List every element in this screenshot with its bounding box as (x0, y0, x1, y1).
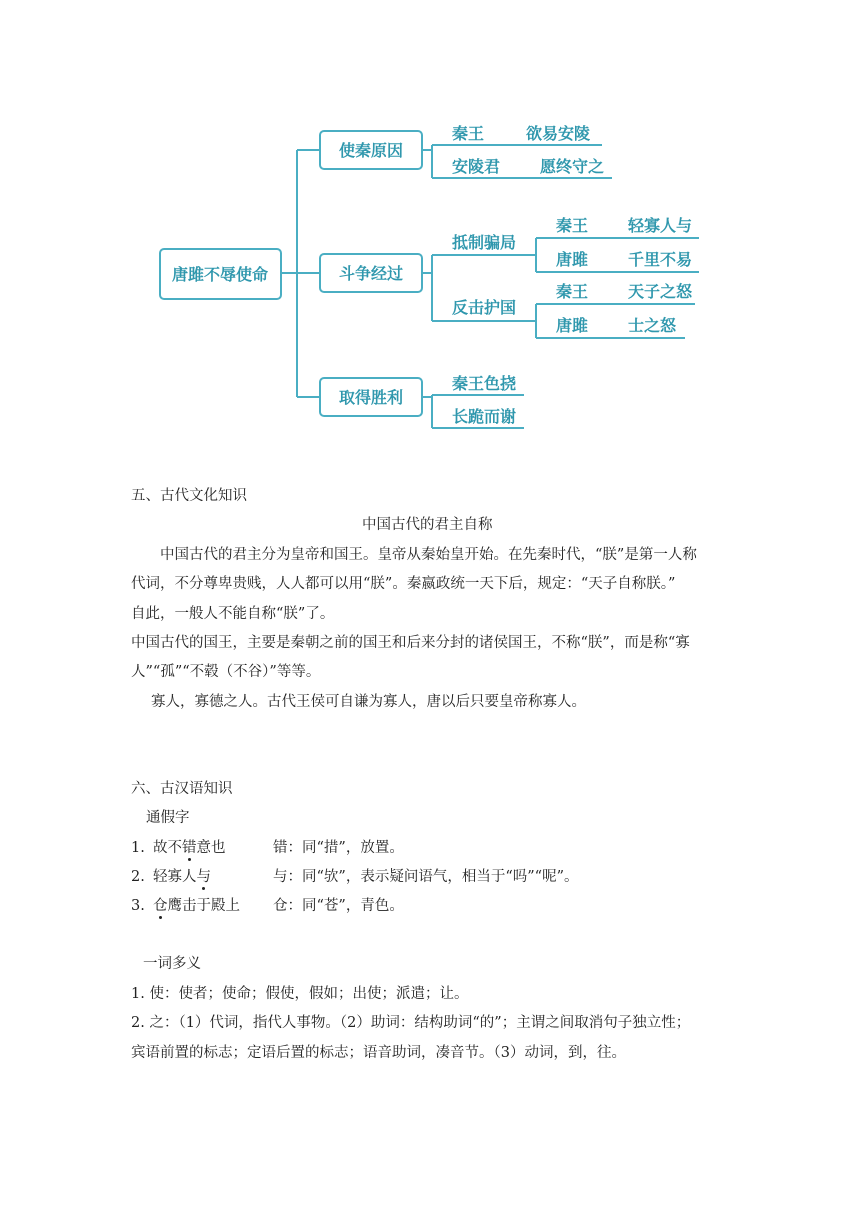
phrase-post: 意也 (196, 840, 226, 856)
connector-b2 (422, 255, 432, 321)
sub-label-1: 抵制骗局 (452, 233, 517, 252)
tongjia-item-3-phrase (153, 896, 240, 916)
connector-b3 (422, 395, 432, 428)
tongjia-item-2-phrase (153, 867, 211, 887)
section5-para2-line2: 人”“孤”“不毂（不谷）”等等。 (131, 664, 321, 680)
section5-heading: 五、古代文化知识 (131, 488, 247, 504)
root-label: 唐雎不辱使命 (171, 265, 269, 284)
tongjia-heading: 通假字 (146, 810, 190, 826)
tongjia-item-2-explain: 与：同“欤”，表示疑问语气，相当于“吗”“呢”。 (273, 869, 579, 885)
duoyi-item-1: 1. 使：使者；使命；假使，假如；出使；派遣；让。 (131, 986, 469, 1002)
leaf-s2-1-value: 天子之怒 (628, 282, 693, 301)
sub-label-2: 反击护国 (452, 298, 517, 317)
tongjia-item-3-num: 3. (131, 898, 145, 914)
leaf-s2-1-name: 秦王 (556, 282, 589, 301)
branch-label-2: 斗争经过 (338, 264, 404, 283)
leaf-b1-1-value: 欲易安陵 (526, 124, 591, 143)
phrase-pre: 故不 (153, 840, 182, 856)
leaf-s2-2-value: 士之怒 (628, 316, 677, 335)
section5-para2-line1: 中国古代的国王，主要是秦朝之前的国王和后来分封的诸侯国王，不称“朕”，而是称“寡 (131, 635, 690, 651)
tongjia-item-2-num: 2. (131, 869, 145, 885)
duoyi-item-2-line2: 宾语前置的标志；定语后置的标志；语音助词，凑音节。（3）动词，到，往。 (131, 1045, 626, 1061)
section5-title: 中国古代的君主自称 (362, 517, 493, 533)
phrase-marked-char: 与 (196, 869, 211, 885)
tongjia-item-1-phrase (153, 838, 226, 858)
leaf-b1-2-value: 愿终守之 (540, 157, 605, 176)
leaf-s1-1-name: 秦王 (556, 216, 589, 235)
tongjia-item-1-num: 1. (131, 840, 145, 856)
leaf-b3-2: 长跪而谢 (452, 407, 517, 426)
phrase-marked-char: 错 (182, 840, 197, 856)
section6-heading: 六、古汉语知识 (131, 781, 233, 797)
branch-label-1: 使秦原因 (338, 141, 404, 160)
leaf-b1-1-name: 秦王 (452, 124, 485, 143)
duoyi-item-2-line1: 2. 之：（1）代词，指代人事物。（2）助词：结构助词“的”；主谓之间取消句子独立性； (131, 1015, 691, 1031)
phrase-marked-char: 仓 (153, 898, 168, 914)
leaf-s1-1-value: 轻寡人与 (628, 216, 693, 235)
phrase-pre: 轻寡人 (153, 869, 197, 885)
connector-b1 (422, 145, 432, 178)
section5-para1-line3: 自此，一般人不能自称“朕”了。 (131, 606, 335, 622)
phrase-post: 鹰击于殿上 (167, 898, 240, 914)
branch-label-3: 取得胜利 (338, 388, 404, 407)
tongjia-item-1-explain: 错：同“措”，放置。 (273, 840, 404, 856)
section5-para1-line1: 中国古代的君主分为皇帝和国王。皇帝从秦始皇开始。在先秦时代，“朕”是第一人称 (160, 547, 697, 563)
leaf-b3-1: 秦王色挠 (452, 374, 517, 393)
leaf-s2-2-name: 唐雎 (556, 316, 589, 335)
leaf-s1-2-value: 千里不易 (628, 250, 693, 269)
section5-para1-line2: 代词，不分尊卑贵贱，人人都可以用“朕”。秦嬴政统一天下后，规定：“天子自称朕。” (131, 576, 676, 592)
tongjia-item-3-explain: 仓：同“苍”，青色。 (273, 898, 404, 914)
section5-para3: 寡人，寡德之人。古代王侯可自谦为寡人，唐以后只要皇帝称寡人。 (151, 694, 586, 710)
duoyi-heading: 一词多义 (143, 956, 201, 972)
leaf-b1-2-name: 安陵君 (452, 157, 501, 176)
mind-map-diagram (0, 0, 860, 460)
leaf-s1-2-name: 唐雎 (556, 250, 589, 269)
